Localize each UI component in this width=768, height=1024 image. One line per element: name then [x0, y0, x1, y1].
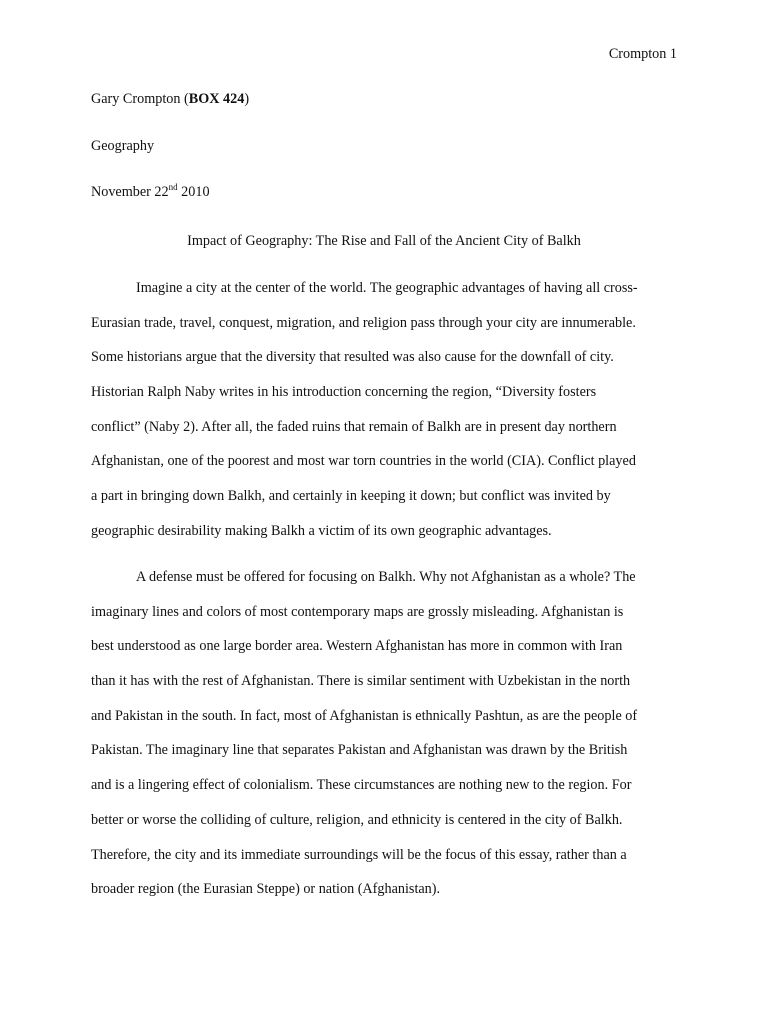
course-line: Geography [91, 138, 155, 154]
paragraph-line: geographic desirability making Balkh a victim of its own geographic advantages. [91, 522, 552, 539]
paragraph-line: Imagine a city at the center of the world. The geographic advantages of having all cross- [136, 280, 638, 296]
paragraph-line: best understood as one large border area. Western Afghanistan has more in common with Iran [91, 638, 623, 655]
essay-title: Impact of Geography: The Rise and Fall of the Ancient City of Balkh [187, 233, 581, 249]
author-close: ) [244, 91, 250, 107]
paragraph-line: and Pakistan in the south. In fact, most of Afghanistan is ethnically Pashtun, as are the people of [91, 707, 638, 724]
date-prefix: November 22 [91, 184, 169, 200]
author-name: Gary Crompton ( [91, 91, 189, 107]
paragraph-line: imaginary lines and colors of most contemporary maps are grossly misleading. Afghanistan is [91, 603, 624, 620]
paragraph-line: Afghanistan, one of the poorest and most war torn countries in the world (CIA). Conflict played [91, 453, 636, 470]
paragraph-line: Eurasian trade, travel, conquest, migration, and religion pass through your city are innumerable. [91, 314, 636, 331]
date-year: 2010 [177, 184, 210, 200]
paragraph-line: than it has with the rest of Afghanistan. There is similar sentiment with Uzbekistan in the north [91, 673, 631, 690]
paragraph-line: Pakistan. The imaginary line that separates Pakistan and Afghanistan was drawn by the British [91, 742, 628, 759]
paragraph-line: and is a lingering effect of colonialism. These circumstances are nothing new to the region. For [91, 777, 632, 794]
paragraph-1 [91, 279, 681, 557]
paragraph-line: Therefore, the city and its immediate surroundings will be the focus of this essay, rather than a [91, 846, 627, 863]
paragraph-line: Some historians argue that the diversity that resulted was also cause for the downfall of city. [91, 349, 614, 366]
paragraph-line: a part in bringing down Balkh, and certainly in keeping it down; but conflict was invited by [91, 488, 611, 505]
paragraph-line: conflict” (Naby 2). After all, the faded ruins that remain of Balkh are in present day northern [91, 418, 617, 435]
author-line [91, 90, 249, 108]
date-ordinal-suffix: nd [168, 182, 178, 192]
paragraph-line: broader region (the Eurasian Steppe) or nation (Afghanistan). [91, 881, 441, 898]
paragraph-line: A defense must be offered for focusing on Balkh. Why not Afghanistan as a whole? The [136, 569, 636, 585]
date-line [91, 183, 210, 201]
box-number: BOX 424 [188, 91, 245, 107]
paragraph-line: better or worse the colliding of culture, religion, and ethnicity is centered in the city of Balkh. [91, 811, 623, 828]
paragraph-line: Historian Ralph Naby writes in his introduction concerning the region, “Diversity fosters [91, 384, 597, 401]
paragraph-2 [91, 568, 681, 915]
running-header: Crompton 1 [608, 46, 677, 62]
